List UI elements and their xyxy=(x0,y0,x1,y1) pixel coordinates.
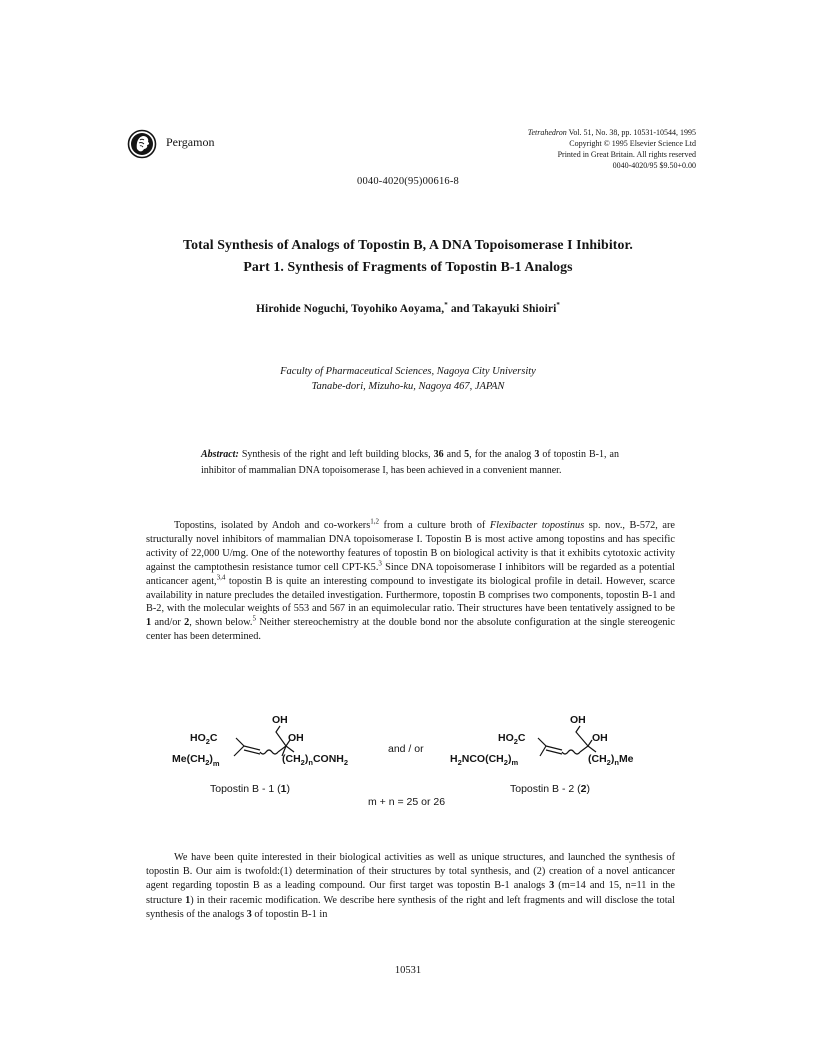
author-1: Hirohide Noguchi, xyxy=(256,303,349,315)
bond-lines xyxy=(234,726,294,756)
body-text: of topostin B-1 in xyxy=(251,908,328,920)
amide-chain-label: $(CH_2)_nCONH_2$ xyxy=(282,753,349,767)
page-number: 10531 xyxy=(394,965,422,976)
abstract-text: Synthesis of the right and left building blocks, xyxy=(238,449,434,460)
author-3: and Takayuki Shioiri xyxy=(450,303,557,315)
body-text: sp. nov., B-572, are structurally novel inhibitors of mammalian DNA topoisomerase I. Topostin B is most active among topostins and has specific activity of 22,000 U/mg. One of the noteworthy features of topostin B on biological activity is that it exhibits cytotoxic activity against the camptothesin resistance tumor cell CPT-K5. xyxy=(146,520,675,573)
printed-line: Printed in Great Britain. All rights reserved xyxy=(557,150,696,159)
citation-ref: 3 xyxy=(378,559,382,568)
author-list xyxy=(60,303,756,315)
publisher-name: Pergamon xyxy=(166,135,215,149)
and-or-label: and / or xyxy=(388,743,424,755)
price-code: 0040-4020/95 $9.50+0.00 xyxy=(612,161,696,170)
affiliation-line-1: Faculty of Pharmaceutical Sciences, Nagoya City University xyxy=(280,366,536,377)
structure-scheme xyxy=(160,710,680,820)
body-text: Topostins, isolated by Andoh and co-workers xyxy=(174,520,371,531)
organism-name: Flexibacter topostinus xyxy=(489,520,585,531)
title-line-1: Total Synthesis of Analogs of Topostin B, A DNA Topoisomerase I Inhibitor. xyxy=(183,237,633,252)
abstract-text: and xyxy=(443,449,465,460)
body-text: (m=14 and 15, n=11 in the structure xyxy=(146,880,675,906)
paper-title xyxy=(60,234,756,278)
body-text: We have been quite interested in their biological activities as well as unique structures, and launched the synthesis of topostin B. Our aim is twofold:(1) determination of their structures by total synthesis, and (2) creation of a novel anticancer agent regarding topostin B as a leading compound. Our first target was topostin B-1 analogs xyxy=(146,852,675,892)
compound-ref: 36 xyxy=(433,449,444,460)
journal-volume: Vol. 51, No. 38, pp. 10531-10544, 1995 xyxy=(566,128,696,137)
compound-1-label: Topostin B - 1 (1) xyxy=(210,783,290,795)
body-text: topostin B is quite an interesting compound to investigate its biological profile in detail. However, scarce availability in nature precludes the detailed investigation. Furthermore, topostin B comprises two components, topostin B-1 and B-2, with the molecular weights of 553 and 567 in an equimolecular ratio. Their structures have been tentatively assigned to be xyxy=(146,575,676,615)
citation-ref: 5 xyxy=(252,614,256,623)
body-text: , shown below. xyxy=(189,617,253,629)
compound-ref: 3 xyxy=(534,449,540,460)
journal-reference xyxy=(396,127,696,171)
body-text: and/or xyxy=(151,617,185,629)
citation-ref: 3,4 xyxy=(216,573,226,582)
corresponding-mark-2: * xyxy=(556,301,560,310)
compound-2-label: Topostin B - 2 (2) xyxy=(510,783,590,795)
hydroxyl-label: OH xyxy=(592,732,608,744)
title-line-2: Part 1. Synthesis of Fragments of Topostin B-1 Analogs xyxy=(243,259,573,274)
abstract-label: Abstract: xyxy=(201,449,239,460)
journal-citation xyxy=(396,127,696,138)
corresponding-mark-1: * xyxy=(444,301,448,310)
author-2: Toyohiko Aoyama, xyxy=(351,303,445,315)
topostin-b1-structure xyxy=(172,714,348,768)
body-text: Neither stereochemistry at the double bond nor the absolute configuration at the single stereogenic center has been determined. xyxy=(146,617,675,643)
affiliation-line-2: Tanabe-dori, Mizuho-ku, Nagoya 467, JAPAN xyxy=(311,381,505,392)
compound-ref: 2 xyxy=(184,617,190,629)
amide-chain-label: $H_2NCO(CH_2)_m$ xyxy=(450,753,519,767)
body-text: from a culture broth of xyxy=(379,520,490,531)
chain-length-formula: m + n = 25 or 26 xyxy=(368,796,446,808)
hydroxyl-label: OH xyxy=(570,714,586,726)
compound-ref: 1 xyxy=(146,617,152,629)
carboxyl-label: $HO_2C$ xyxy=(190,732,218,746)
compound-ref: 3 xyxy=(549,880,555,892)
abstract-text: , for the analog xyxy=(469,449,535,460)
bond-lines xyxy=(538,726,596,756)
compound-ref: 5 xyxy=(464,449,470,460)
abstract xyxy=(201,447,619,478)
body-text: ) in their racemic modification. We describe here synthesis of the right and left fragments and will disclose the total synthesis of the analogs xyxy=(146,894,675,920)
body-paragraph-2 xyxy=(146,851,675,922)
hydroxyl-label: OH xyxy=(272,714,288,726)
compound-ref: 1 xyxy=(185,894,191,906)
article-identifier: 0040-4020(95)00616-8 xyxy=(357,176,459,187)
copyright-line: Copyright © 1995 Elsevier Science Ltd xyxy=(569,139,696,148)
compound-ref: 3 xyxy=(246,908,252,920)
body-paragraph-1 xyxy=(146,519,675,644)
body-text: Since DNA topoisomerase I inhibitors will be regarded as a potential anticancer agent, xyxy=(146,561,675,587)
hydroxyl-label: OH xyxy=(288,732,304,744)
pergamon-logo-icon xyxy=(127,129,157,159)
alkyl-chain-label: $(CH_2)_nMe$ xyxy=(588,753,634,767)
citation-ref: 1,2 xyxy=(370,517,379,526)
topostin-b2-structure xyxy=(450,714,634,767)
abstract-text: of topostin B-1, an inhibitor of mammalian DNA topoisomerase I, has been achieved in a convenient manner. xyxy=(201,449,619,476)
journal-name: Tetrahedron xyxy=(527,128,567,137)
affiliation xyxy=(60,364,756,394)
alkyl-chain-label: $Me(CH_2)_m$ xyxy=(172,753,220,768)
carboxyl-label: $HO_2C$ xyxy=(498,732,526,746)
